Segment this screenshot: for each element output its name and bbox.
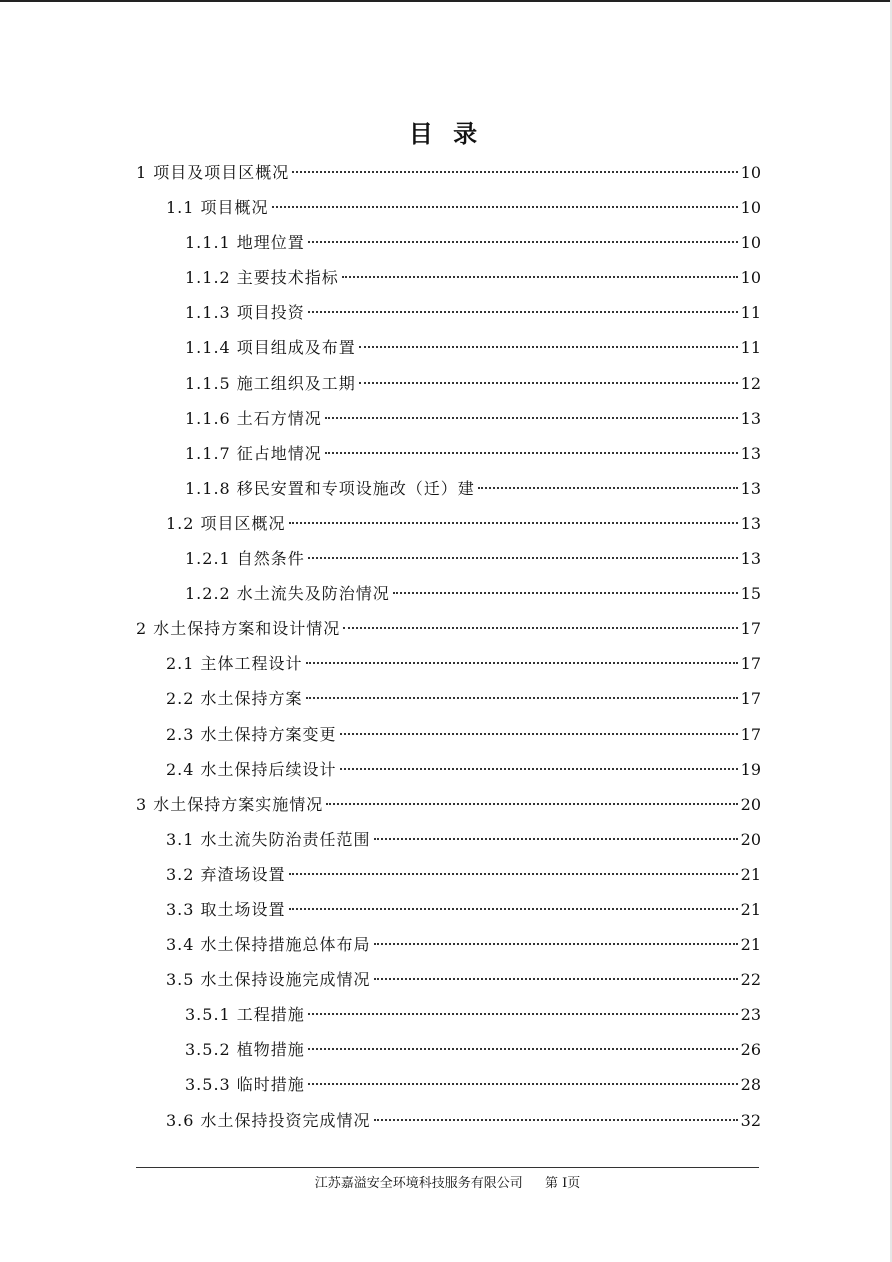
toc-entry-page-number: 11 [740,338,761,358]
toc-entry-label: 3.5.1 工程措施 [185,1005,305,1025]
toc-dot-leader [308,997,738,1015]
toc-entry-label: 1.1.5 施工组织及工期 [185,373,356,393]
toc-entry-page-number: 11 [740,303,761,323]
toc-dot-leader [292,155,737,173]
toc-entry[interactable] [136,787,761,822]
toc-entry-label: 3.4 水土保持措施总体布局 [166,935,371,955]
toc-entry[interactable] [136,190,761,225]
toc-entry-page-number: 23 [740,1005,761,1025]
toc-entry-label: 3.1 水土流失防治责任范围 [166,829,371,849]
toc-dot-leader [340,717,738,735]
toc-entry-label: 1.2.2 水土流失及防治情况 [185,584,390,604]
toc-entry[interactable] [136,471,761,506]
toc-dot-leader [340,752,738,770]
toc-dot-leader [289,506,738,524]
toc-entry[interactable] [136,1032,761,1067]
table-of-contents [136,155,761,1138]
toc-entry[interactable] [136,997,761,1032]
toc-entry[interactable] [136,1103,761,1138]
toc-dot-leader [359,330,738,348]
toc-entry-page-number: 17 [740,689,761,709]
toc-entry-page-number: 32 [740,1110,761,1130]
toc-entry[interactable] [136,822,761,857]
toc-entry[interactable] [136,225,761,260]
toc-entry-label: 3.5 水土保持设施完成情况 [166,970,371,990]
toc-entry-label: 1.1.2 主要技术指标 [185,268,339,288]
toc-dot-leader [374,1103,738,1121]
toc-entry-page-number: 17 [740,724,761,744]
toc-entry-page-number: 21 [740,864,761,884]
toc-entry-label: 3.5.3 临时措施 [185,1075,305,1095]
toc-entry-page-number: 10 [740,163,761,182]
toc-entry[interactable] [136,646,761,681]
toc-entry-page-number: 19 [740,759,761,779]
toc-entry-page-number: 17 [740,654,761,674]
toc-entry-label: 1.1.3 项目投资 [185,303,305,323]
toc-entry-page-number: 13 [740,408,761,428]
toc-dot-leader [306,646,738,664]
toc-dot-leader [478,471,738,489]
footer-company: 江苏嘉溢安全环境科技服务有限公司 [314,1176,523,1191]
toc-entry-page-number: 21 [740,935,761,955]
toc-entry[interactable] [136,436,761,471]
toc-entry-label: 1.1 项目概况 [166,198,269,218]
toc-entry[interactable] [136,506,761,541]
toc-entry-label: 3.2 弃渣场设置 [166,864,286,884]
toc-entry[interactable] [136,1067,761,1102]
toc-entry-page-number: 15 [740,584,761,604]
toc-dot-leader [289,857,738,875]
toc-entry-label: 3.5.2 植物措施 [185,1040,305,1060]
toc-dot-leader [342,260,738,278]
toc-entry[interactable] [136,330,761,365]
toc-entry-page-number: 17 [740,619,761,639]
toc-entry-page-number: 22 [740,970,761,990]
toc-entry[interactable] [136,717,761,752]
toc-entry[interactable] [136,857,761,892]
toc-entry[interactable] [136,927,761,962]
toc-dot-leader [325,401,738,419]
toc-entry[interactable] [136,892,761,927]
toc-title: 目 录 [408,120,484,148]
toc-entry[interactable] [136,401,761,436]
toc-entry[interactable] [136,611,761,646]
toc-entry-label: 2.1 主体工程设计 [166,654,303,674]
toc-entry[interactable] [136,295,761,330]
toc-entry-label: 3.3 取土场设置 [166,899,286,919]
toc-entry-page-number: 13 [740,549,761,569]
toc-entry-label: 3.6 水土保持投资完成情况 [166,1110,371,1130]
toc-entry-page-number: 13 [740,513,761,533]
toc-entry[interactable] [136,681,761,716]
toc-dot-leader [343,611,737,629]
toc-dot-leader [308,1032,738,1050]
toc-entry-page-number: 26 [740,1040,761,1060]
toc-entry-label: 2.4 水土保持后续设计 [166,759,337,779]
toc-dot-leader [326,787,737,805]
footer-page-number: 第 I页 [544,1176,581,1191]
toc-entry-page-number: 28 [740,1075,761,1095]
toc-entry-label: 1.1.8 移民安置和专项设施改（迁）建 [185,478,475,498]
toc-dot-leader [393,576,738,594]
toc-entry[interactable] [136,962,761,997]
toc-dot-leader [272,190,738,208]
toc-entry-page-number: 20 [740,794,761,814]
toc-dot-leader [308,541,738,559]
toc-entry-label: 1.1.1 地理位置 [185,233,305,253]
toc-dot-leader [308,1067,738,1085]
toc-entry[interactable] [136,576,761,611]
toc-dot-leader [359,366,738,384]
toc-entry-label: 1 项目及项目区概况 [136,163,290,182]
toc-entry-page-number: 13 [740,443,761,463]
toc-entry-label: 2 水土保持方案和设计情况 [136,619,341,639]
toc-entry-page-number: 13 [740,478,761,498]
toc-dot-leader [306,681,738,699]
toc-dot-leader [308,225,738,243]
footer-divider [136,1167,759,1168]
toc-entry-label: 3 水土保持方案实施情况 [136,794,324,814]
toc-entry-label: 2.2 水土保持方案 [166,689,303,709]
toc-entry[interactable] [136,752,761,787]
toc-dot-leader [289,892,738,910]
page-footer [136,1172,759,1191]
toc-entry-label: 1.2.1 自然条件 [185,549,305,569]
toc-dot-leader [374,822,738,840]
toc-entry-label: 1.1.4 项目组成及布置 [185,338,356,358]
toc-entry-page-number: 10 [740,198,761,218]
toc-entry-page-number: 21 [740,899,761,919]
toc-dot-leader [308,295,738,313]
toc-entry-label: 2.3 水土保持方案变更 [166,724,337,744]
toc-entry-label: 1.1.6 土石方情况 [185,408,322,428]
toc-entry-page-number: 10 [740,233,761,253]
toc-entry[interactable] [136,366,761,401]
toc-dot-leader [374,927,738,945]
toc-entry-page-number: 12 [740,373,761,393]
toc-entry[interactable] [136,260,761,295]
toc-dot-leader [374,962,738,980]
toc-entry-page-number: 20 [740,829,761,849]
toc-entry-page-number: 10 [740,268,761,288]
page-top-border [0,0,892,2]
toc-entry-label: 1.1.7 征占地情况 [185,443,322,463]
toc-entry-label: 1.2 项目区概况 [166,513,286,533]
toc-dot-leader [325,436,738,454]
toc-entry[interactable] [136,541,761,576]
toc-entry[interactable] [136,155,761,190]
